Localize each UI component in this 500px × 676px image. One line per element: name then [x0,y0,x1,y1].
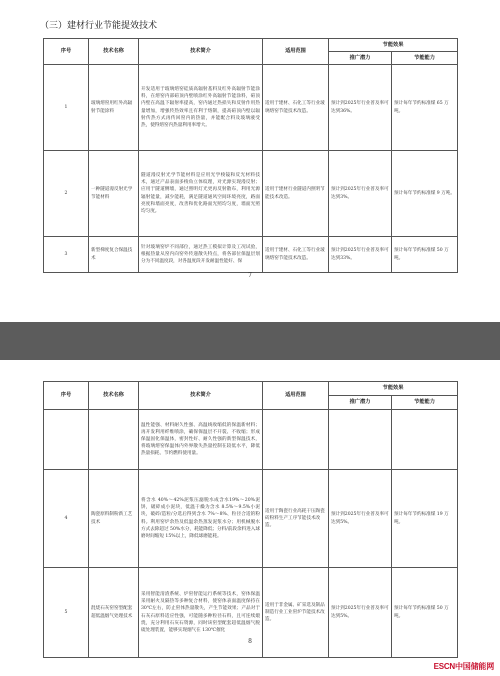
row-seq: 2 [44,151,89,237]
technology-table-page-7 [43,38,458,273]
row-ability: 预计每年节约标准煤 50 万吨。 [392,237,458,273]
row-seq: 4 [44,470,89,568]
table-row [44,470,458,568]
page-separator [0,322,500,360]
row-intro: 采用智能清渣系统、炉窑智能运行系统等技术，窑体保温采用耐火及隔热等多种复合材料，使窑体表面温度保持在 30℃左右，防止窑体热量散失，产生节能效果；产品对于石灰石原料适应性强，可能随多种粒径石料，且可连续煅烧，充分利用石灰石资源，同时该窑型配套超低温烟气脱硫处理装置，能够实现烟气在 130℃催化 [139,568,263,658]
page-number: 8 [248,638,252,645]
header-promo: 推广潜力 [329,396,392,410]
row-name: 混烧石灰窑窑型配套超低温烟气处理技术 [89,568,139,658]
page-number: 7 [248,272,252,279]
row-seq: 3 [44,237,89,273]
row-promo: 预计到2025年行业普及率可达到3%。 [329,151,392,237]
table-row [44,65,458,151]
header-effect: 节能效果 [329,382,458,396]
watermark-logo: ESCN中国储能网 [433,662,494,671]
header-intro: 技术简介 [139,39,263,65]
header-seq: 序号 [44,382,89,410]
header-scope: 适用范围 [263,39,329,65]
row-promo: 预计到2025年行业普及率可达到36%。 [329,65,392,151]
row-intro: 开发适用于玻璃熔窑硅质高辐射基料及红外高辐射节能涂料，在熔窑内部碹顶内壁喷涂红外高辐射节能涂料，碹顶内壁在高温下辐射率提高，窑内通过热损失和反射作用热量增加，增强传热效率且有利于熔制，提高碹顶内壁以辐射传热方式再传回窑内的热量，并能配合料及玻璃液受热，使得熔窑内热量利用率增大。 [139,65,263,151]
row-promo: 预计到2025年行业普及率可达到33%。 [329,237,392,273]
document-page-7 [0,0,500,322]
row-ability: 预计每年节约标准煤 9 万吨。 [392,151,458,237]
row-ability: 预计每年节约标准煤 50 万吨。 [392,568,458,658]
header-effect: 节能效果 [329,39,458,52]
row-promo: 预计到2025年行业普及率可达到5%。 [329,568,392,658]
header-scope: 适用范围 [263,382,329,410]
table-row [44,151,458,237]
row-scope: 适用于建材、石化工等行业玻璃熔窑节能技术改造。 [263,237,329,273]
header-seq: 序号 [44,39,89,65]
row-promo: 预计到2025年行业普及率可达到5%。 [329,470,392,568]
row-intro: 将含水 40%～42%泥浆压滤脱水成含水19%～20%泥饼，破碎成小泥块，低温干燥为含水 8.5%～9.5%小泥块，破碎/造粒/分选后得到含水 7%～8%、粒径合适的粉料。利用窑炉余热及低温余热蒸发泥浆水分；用机械脱水方式去除超过 50%水分，耗能降低；分料/前段余料进入球磨时间缩短 15%以上，降低球磨能耗。 [139,470,263,568]
header-promo: 推广潜力 [329,52,392,65]
row-scope: 适用于非金属、矿采选及制品制造行业工业窑炉节能技术改造。 [263,568,329,658]
row-scope: 适用于建材、石化工等行业玻璃熔窑节能技术改造。 [263,65,329,151]
row-intro: 隧道漫反射光学节能材料是应用光学棱镜和反光材料技术，通过产品表面多棱角立体纹理，对光源实现漫反射；应用于隧道侧墙，通过照明灯光更再反射散布，利用光源辐射能量，减少能耗，满足隧道通风空间环境亮度，路面亮度和墙面亮度，改善和优化路面光照均匀度，墙面光照均匀度。 [139,151,263,237]
row-ability: 预计每年节约标准煤 65 万吨。 [392,65,458,151]
section-title: （三）建材行业节能提效技术 [40,21,158,31]
row-scope: 适用于建材行业隧道内照明节能技术改造。 [263,151,329,237]
table-row [44,237,458,273]
row-seq: 1 [44,65,89,151]
header-intro: 技术简介 [139,382,263,410]
row-name: 玻璃熔窑用红外高辐射节能涂料 [89,65,139,151]
row-name: 新型梯度复合保温技术 [89,237,139,273]
row-intro: 针对玻璃窑炉不同部位，通过热工模拟计算及工况试验，根据热量从窑内向窑外传递散失特点，将各部位保温层划分为不同温度段，对各温度段开发耐温性能好、保 [139,237,263,273]
table-row [44,410,458,470]
technology-table-page-8 [43,381,458,658]
header-ability: 节能能力 [392,52,458,65]
row-intro-continuation: 温性能强、材料耐久性强、高温线收缩低的保温新材料；再开发利用纤维喷涂，确保保温层不开裂、不收缩；形成保温固化保温体，密封性好、耐久性强的新型保温技术，将玻璃熔窑保温体内外界散失热量控制在较低水平，降低热量损耗、节约燃料使用量。 [139,410,263,470]
header-ability: 节能能力 [392,396,458,410]
row-name: 陶瓷原料制粉新工艺技术 [89,470,139,568]
row-scope: 适用于陶瓷行业高耗干压陶瓷砖粉料生产工序节能技术改造。 [263,470,329,568]
row-name: 一种隧道漫反射光学节能材料 [89,151,139,237]
header-name: 技术名称 [89,39,139,65]
header-name: 技术名称 [89,382,139,410]
row-ability: 预计每年节约标准煤 19 万吨。 [392,470,458,568]
row-seq: 5 [44,568,89,658]
